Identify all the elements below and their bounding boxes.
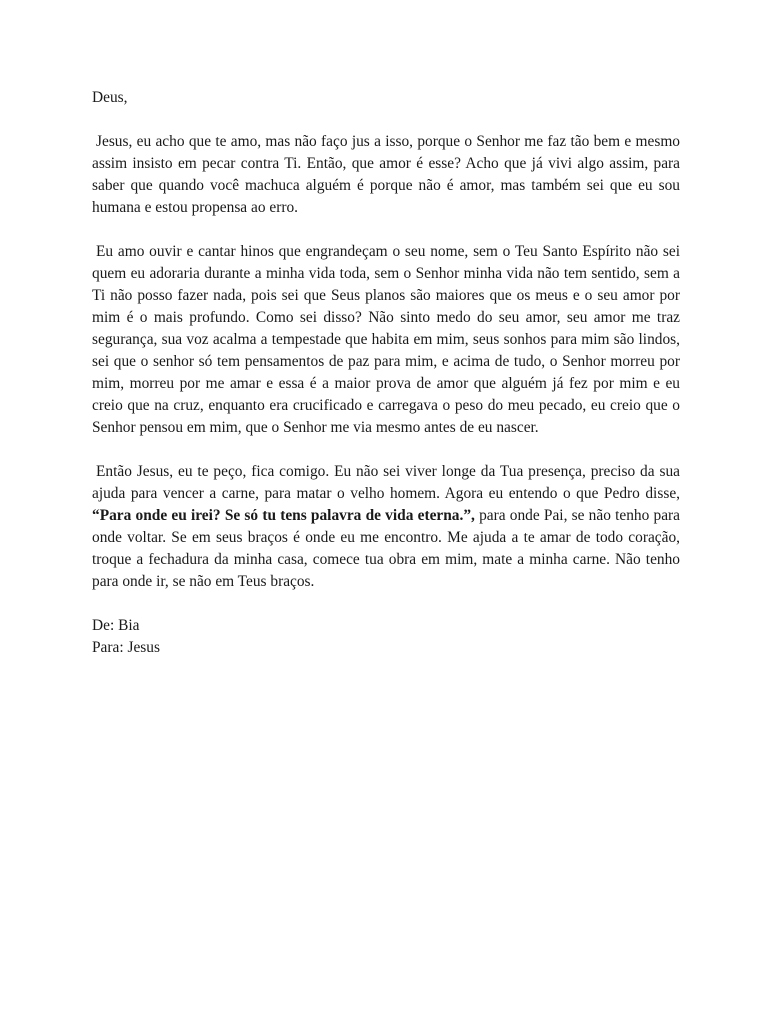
paragraph-3-text-end: para onde Pai, se não tenho para onde voltar. Se em seus braços é onde eu me encontro. Me ajuda a te amar de todo coração, troque a fechadura da minha casa, comece tua obra em mim, mate a minha carne. Não tenho para onde ir, se não em Teus braços. bbox=[92, 507, 680, 590]
letter-from: De: Bia bbox=[92, 617, 140, 634]
letter-to: Para: Jesus bbox=[92, 639, 160, 656]
letter-paragraph-1: Jesus, eu acho que te amo, mas não faço jus a isso, porque o Senhor me faz tão bem e mesmo assim insisto em pecar contra Ti. Então, que amor é esse? Acho que já vivi algo assim, para saber que quando você machuca alguém é porque não é amor, mas também sei que eu sou humana e estou propensa ao erro. bbox=[92, 133, 680, 216]
letter-greeting: Deus, bbox=[92, 89, 128, 106]
letter-paragraph-2: Eu amo ouvir e cantar hinos que engrandeçam o seu nome, sem o Teu Santo Espírito não sei quem eu adoraria durante a minha vida toda, sem o Senhor minha vida não tem sentido, sem a Ti não posso fazer nada, pois sei que Seus planos são maiores que os meus e o seu amor por mim é o mais profundo. Como sei disso? Não sinto medo do seu amor, seu amor me traz segurança, sua voz acalma a tempestade que habita em mim, seus sonhos para mim são lindos, sei que o senhor só tem pensamentos de paz para mim, e acima de tudo, o Senhor morreu por mim, morreu por me amar e essa é a maior prova de amor que alguém já fez por mim e eu creio que na cruz, enquanto era crucificado e carregava o peso do meu pecado, eu creio que o Senhor pensou em mim, que o Senhor me via mesmo antes de eu nascer. bbox=[92, 243, 680, 436]
bible-quote: “Para onde eu irei? Se só tu tens palavra de vida eterna.”, bbox=[92, 507, 475, 524]
letter-paragraph-3 bbox=[92, 461, 680, 593]
letter-body bbox=[92, 87, 680, 659]
paragraph-3-text-start: Então Jesus, eu te peço, fica comigo. Eu não sei viver longe da Tua presença, preciso da sua ajuda para vencer a carne, para matar o velho homem. Agora eu entendo o que Pedro disse, bbox=[92, 463, 680, 502]
